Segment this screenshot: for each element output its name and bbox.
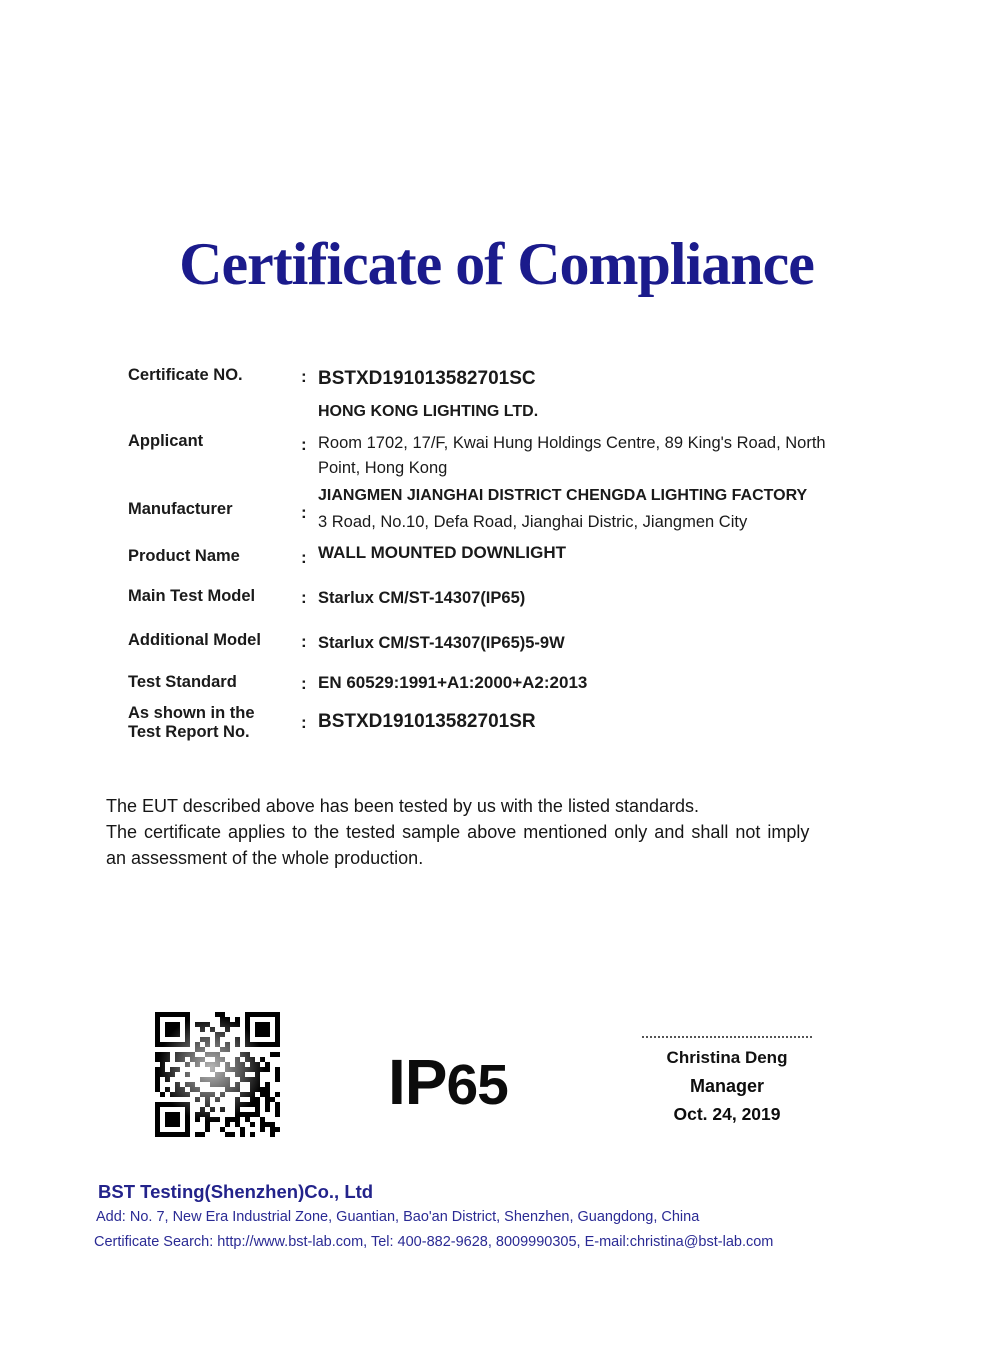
qr-code-icon	[155, 1012, 280, 1137]
field-colon-product-name: :	[301, 548, 307, 567]
signature-date: Oct. 24, 2019	[673, 1104, 781, 1124]
signatory-role: Manager	[689, 1076, 765, 1096]
ip-rating-prefix: IP	[388, 1046, 447, 1118]
field-value-applicant-company: HONG KONG LIGHTING LTD.	[318, 403, 539, 420]
field-value-manufacturer-company: JIANGMEN JIANGHAI DISTRICT CHENGDA LIGHTING FACTORY	[318, 487, 808, 504]
field-value-additional-model: Starlux CM/ST-14307(IP65)5-9W	[318, 634, 565, 652]
signature-dotted-line	[642, 1036, 812, 1038]
field-value-test-report-no: BSTXD191013582701SR	[318, 711, 536, 732]
ip-rating-digits: 65	[446, 1053, 508, 1117]
footer-certificate-search-line: Certificate Search: http://www.bst-lab.com, Tel: 400-882-9628, 8009990305, E-mail:christina@bst-lab.com	[94, 1234, 774, 1250]
field-label-additional-model: Additional Model	[128, 631, 261, 649]
field-label-test-report-line-2: Test Report No.	[128, 723, 250, 741]
field-value-product-name: WALL MOUNTED DOWNLIGHT	[318, 543, 567, 562]
signatory-name: Christina Deng	[666, 1048, 788, 1067]
field-colon-test-report: :	[301, 713, 307, 732]
field-label-test-standard: Test Standard	[128, 673, 237, 691]
footer-company-name: BST Testing(Shenzhen)Co., Ltd	[98, 1181, 374, 1202]
field-colon-test-standard: :	[301, 674, 307, 693]
field-colon-main-test-model: :	[301, 588, 307, 607]
statement-line-2: The certificate applies to the tested sample above mentioned only and shall not imply	[106, 822, 810, 842]
field-colon-applicant: :	[301, 435, 307, 454]
statement-line-3: an assessment of the whole production.	[106, 848, 424, 868]
statement-line-1: The EUT described above has been tested by us with the listed standards.	[106, 796, 700, 816]
signature-block	[627, 1036, 827, 1125]
field-value-applicant-address-1: Room 1702, 17/F, Kwai Hung Holdings Centre, 89 King's Road, North	[318, 434, 826, 452]
field-value-main-test-model: Starlux CM/ST-14307(IP65)	[318, 589, 526, 607]
field-colon-additional-model: :	[301, 632, 307, 651]
field-value-manufacturer-address: 3 Road, No.10, Defa Road, Jianghai Distric, Jiangmen City	[318, 513, 748, 531]
field-label-main-test-model: Main Test Model	[128, 587, 256, 605]
field-label-certificate-no: Certificate NO.	[128, 366, 243, 384]
field-label-applicant: Applicant	[128, 432, 204, 450]
field-label-manufacturer: Manufacturer	[128, 500, 233, 518]
field-value-applicant-address-2: Point, Hong Kong	[318, 459, 448, 477]
field-value-test-standard: EN 60529:1991+A1:2000+A2:2013	[318, 673, 588, 692]
field-value-certificate-no: BSTXD191013582701SC	[318, 368, 536, 389]
ip65-rating-mark	[388, 1046, 508, 1118]
certificate-title: Certificate of Compliance	[179, 231, 814, 297]
field-label-product-name: Product Name	[128, 547, 240, 565]
field-label-test-report-line-1: As shown in the	[128, 704, 255, 722]
footer-company-address: Add: No. 7, New Era Industrial Zone, Guantian, Bao'an District, Shenzhen, Guangdong, China	[96, 1209, 700, 1225]
field-colon-manufacturer: :	[301, 503, 307, 522]
field-colon-certificate-no: :	[301, 367, 307, 386]
